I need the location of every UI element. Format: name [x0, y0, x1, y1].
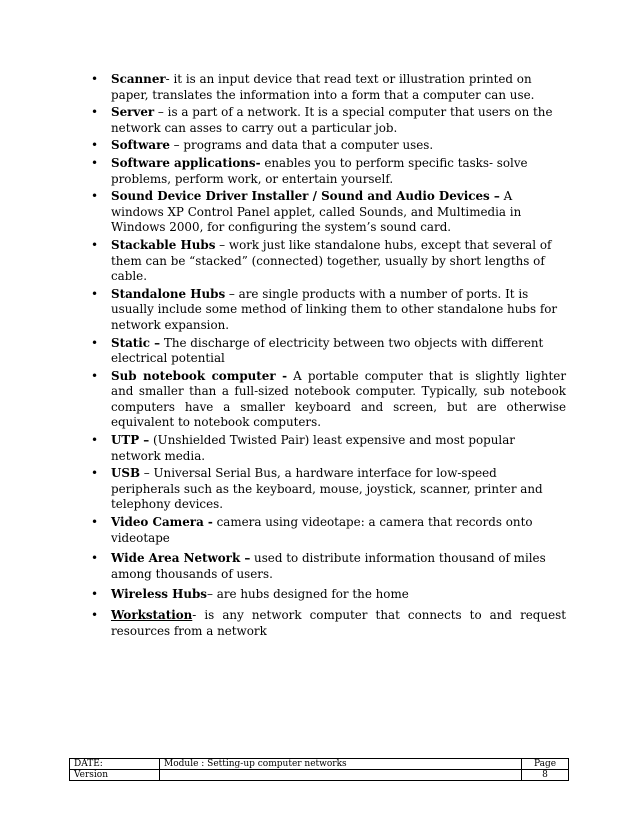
footer-version-label: Version	[70, 770, 160, 781]
glossary-entry-standalone-hubs	[91, 287, 566, 334]
entry-term: Workstation	[111, 608, 193, 622]
bullet-icon: •	[91, 515, 99, 530]
entry-term: USB	[111, 466, 141, 481]
glossary-entry-sound-device-driver	[91, 189, 566, 236]
glossary-entry-software-applications	[91, 156, 566, 187]
glossary-entry-video-camera	[91, 515, 566, 546]
entry-definition: – programs and data that a computer uses.	[169, 138, 434, 153]
entry-definition: – are single products with a number of ports. It is usually include some method of linking them to other standalone hubs for network expansion.	[111, 286, 558, 332]
entry-definition: A portable computer that is slightly lighter and smaller than a full-sized notebook computer. Typically, sub notebook computers have a smaller keyboard and screen, but are otherwise equivalent to notebook computers.	[111, 368, 566, 430]
glossary-entry-software	[91, 138, 566, 154]
entry-definition: - is any network computer that connects to and request resources from a network	[111, 608, 566, 638]
entry-term: Wide Area Network –	[111, 551, 251, 566]
bullet-icon: •	[91, 335, 99, 350]
footer-page-number: 8	[522, 770, 569, 781]
footer-date-label: DATE:	[70, 759, 160, 770]
bullet-icon: •	[91, 189, 99, 204]
bullet-icon: •	[91, 608, 99, 622]
glossary-entry-server	[91, 105, 566, 136]
entry-term: Wireless Hubs	[111, 587, 207, 602]
bullet-icon: •	[91, 466, 99, 481]
footer-row	[70, 770, 569, 781]
bullet-icon: •	[91, 138, 99, 153]
entry-term: Software applications-	[111, 155, 261, 170]
glossary-list	[91, 72, 566, 641]
bullet-icon: •	[91, 237, 99, 252]
entry-definition: used to distribute information thousand of miles among thousands of users.	[111, 551, 546, 581]
entry-term: Stackable Hubs	[111, 237, 216, 252]
entry-term: Standalone Hubs	[111, 286, 226, 301]
bullet-icon: •	[91, 72, 99, 86]
entry-definition: enables you to perform specific tasks- solve problems, perform work, or entertain yourself.	[111, 155, 528, 186]
entry-definition: camera using videotape: a camera that records onto videotape	[111, 515, 533, 545]
glossary-entry-workstation	[91, 608, 566, 639]
entry-term: Sound Device Driver Installer / Sound and Audio Devices –	[111, 189, 500, 204]
glossary-entry-static	[91, 336, 566, 367]
entry-term: Static –	[111, 335, 161, 350]
entry-definition: – are hubs designed for the home	[207, 587, 409, 602]
glossary-entry-utp	[91, 433, 566, 464]
footer-row	[70, 759, 569, 770]
footer-page-label: Page	[522, 759, 569, 770]
bullet-icon: •	[91, 368, 99, 383]
entry-definition: - it is an input device that read text or illustration printed on paper, translates the information into a form that a computer can use.	[111, 72, 535, 102]
bullet-icon: •	[91, 551, 99, 566]
bullet-icon: •	[91, 587, 99, 602]
bullet-icon: •	[91, 105, 99, 120]
entry-term: Sub notebook computer -	[111, 368, 288, 383]
bullet-icon: •	[91, 286, 99, 301]
entry-definition: A windows XP Control Panel applet, called Sounds, and Multimedia in Windows 2000, for configuring the system’s sound card.	[111, 189, 522, 235]
entry-term: Server	[111, 105, 155, 120]
entry-term: Scanner	[111, 72, 166, 86]
bullet-icon: •	[91, 433, 99, 448]
glossary-entry-wireless-hubs	[91, 587, 566, 603]
glossary-entry-stackable-hubs	[91, 238, 566, 285]
footer-module-label: Module : Setting-up computer networks	[160, 759, 522, 770]
entry-definition: (Unshielded Twisted Pair) least expensive and most popular network media.	[111, 433, 515, 463]
entry-definition: – Universal Serial Bus, a hardware interface for low-speed peripherals such as the keyboard, mouse, joystick, scanner, printer and telephony devices.	[111, 466, 543, 512]
entry-definition: – is a part of a network. It is a special computer that users on the network can asses to carry out a particular job.	[111, 105, 553, 135]
entry-term: Software	[111, 138, 170, 153]
glossary-entry-scanner	[91, 72, 566, 103]
entry-term: Video Camera -	[111, 515, 213, 530]
entry-term: UTP –	[111, 433, 150, 448]
footer-empty-cell	[160, 770, 522, 781]
entry-definition: The discharge of electricity between two objects with different electrical potential	[111, 335, 544, 366]
bullet-icon: •	[91, 155, 99, 170]
glossary-entry-usb	[91, 466, 566, 513]
glossary-entry-wan	[91, 551, 566, 582]
entry-definition: – work just like standalone hubs, except that several of them can be “stacked” (connected) together, usually by short lengths of cable.	[111, 237, 552, 284]
page-footer-table	[69, 758, 569, 781]
glossary-entry-sub-notebook	[91, 369, 566, 431]
